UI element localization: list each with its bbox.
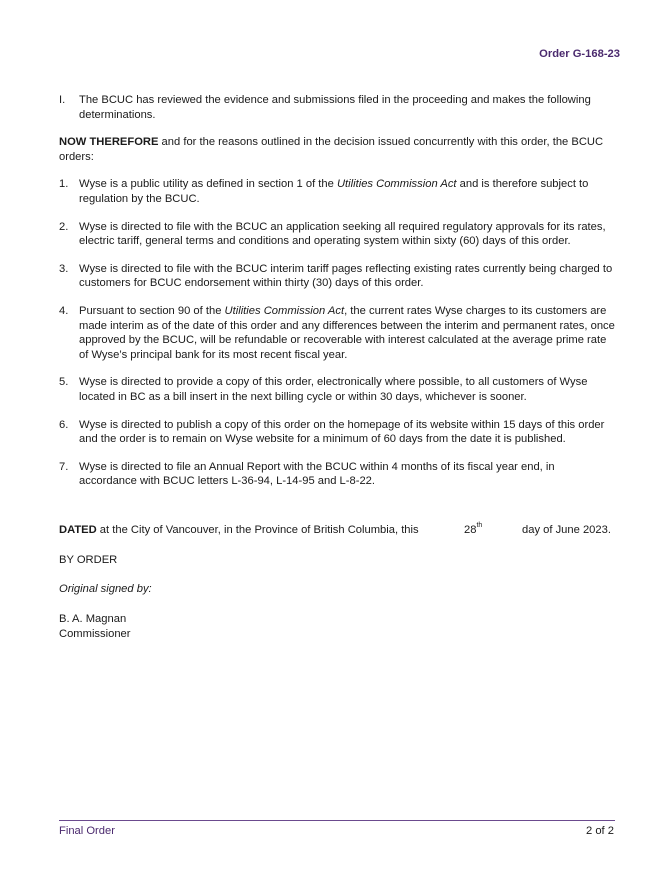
- order-item-1: [59, 177, 615, 206]
- determination-item: [59, 93, 615, 122]
- item-text: Wyse is directed to provide a copy of this order, electronically where possible, to all customers of Wyse located in BC as a bill insert in the next billing cycle or within 30 days, whichever is sooner.: [79, 376, 588, 403]
- item-number: 3.: [59, 262, 69, 275]
- item-text: Pursuant to section 90 of the Utilities Commission Act, the current rates Wyse charges to its customers are made interim as of the date of this order and any differences between the interim and permanent rates, once approved by the BCUC, will be refundable or recoverable with interest calculated at the average prime rate of Wyse’s principal bank for its most recent fiscal year.: [79, 304, 615, 361]
- signatory-name: B. A. Magnan: [59, 613, 127, 626]
- dated-text: DATED at the City of Vancouver, in the Province of British Columbia, this: [59, 523, 419, 536]
- item-number: 5.: [59, 376, 69, 389]
- item-number: 2.: [59, 220, 69, 233]
- now-therefore-paragraph: [59, 135, 615, 164]
- now-therefore-label: NOW THEREFORE: [59, 136, 159, 149]
- item-text: Wyse is directed to file with the BCUC interim tariff pages reflecting existing rates currently being charged to customers for BCUC endorsement within thirty (30) days of this order.: [79, 262, 613, 290]
- order-item-3: [59, 262, 615, 291]
- item-text: Wyse is a public utility as defined in section 1 of the Utilities Commission Act and is therefore subject to regulation by the BCUC.: [79, 178, 589, 205]
- order-item-7: [59, 460, 615, 489]
- dated-day: 28th: [464, 522, 483, 536]
- order-item-2: [59, 220, 615, 249]
- item-number: 1.: [59, 178, 69, 191]
- dated-month-year: day of June 2023.: [522, 523, 611, 536]
- order-item-6: [59, 418, 615, 447]
- now-therefore-text: and for the reasons outlined in the decision issued concurrently with this order, the BCUC orders:: [59, 136, 604, 163]
- signatory-title: Commissioner: [59, 627, 131, 640]
- item-number: I.: [59, 94, 66, 106]
- item-number: 7.: [59, 460, 69, 473]
- original-signed-note: Original signed by:: [59, 583, 152, 596]
- footer-doc-type: Final Order: [59, 825, 115, 837]
- footer-page-number: 2 of 2: [586, 825, 614, 837]
- item-text: Wyse is directed to publish a copy of this order on the homepage of its website within 15 days of this order and the order is to remain on Wyse website for a minimum of 60 days from the date it is published.: [79, 418, 605, 446]
- order-item-5: [59, 375, 615, 404]
- item-number: 6.: [59, 418, 69, 431]
- footer-divider: [59, 820, 615, 821]
- order-number: Order G-168-23: [539, 48, 620, 60]
- item-text: Wyse is directed to file with the BCUC an application seeking all required regulatory approvals for its rates, electric tariff, general terms and conditions and operating system within sixty (60) days of this order.: [79, 220, 606, 248]
- order-body: [59, 93, 615, 641]
- item-text: Wyse is directed to file an Annual Report with the BCUC within 4 months of its fiscal year end, in accordance with BCUC letters L-36-94, L-14-95 and L-8-22.: [79, 460, 555, 488]
- dated-line: [59, 523, 615, 538]
- by-order-label: BY ORDER: [59, 553, 118, 566]
- order-item-4: [59, 304, 615, 362]
- item-text: The BCUC has reviewed the evidence and submissions filed in the proceeding and makes the following determinations.: [79, 94, 591, 121]
- item-number: 4.: [59, 304, 69, 317]
